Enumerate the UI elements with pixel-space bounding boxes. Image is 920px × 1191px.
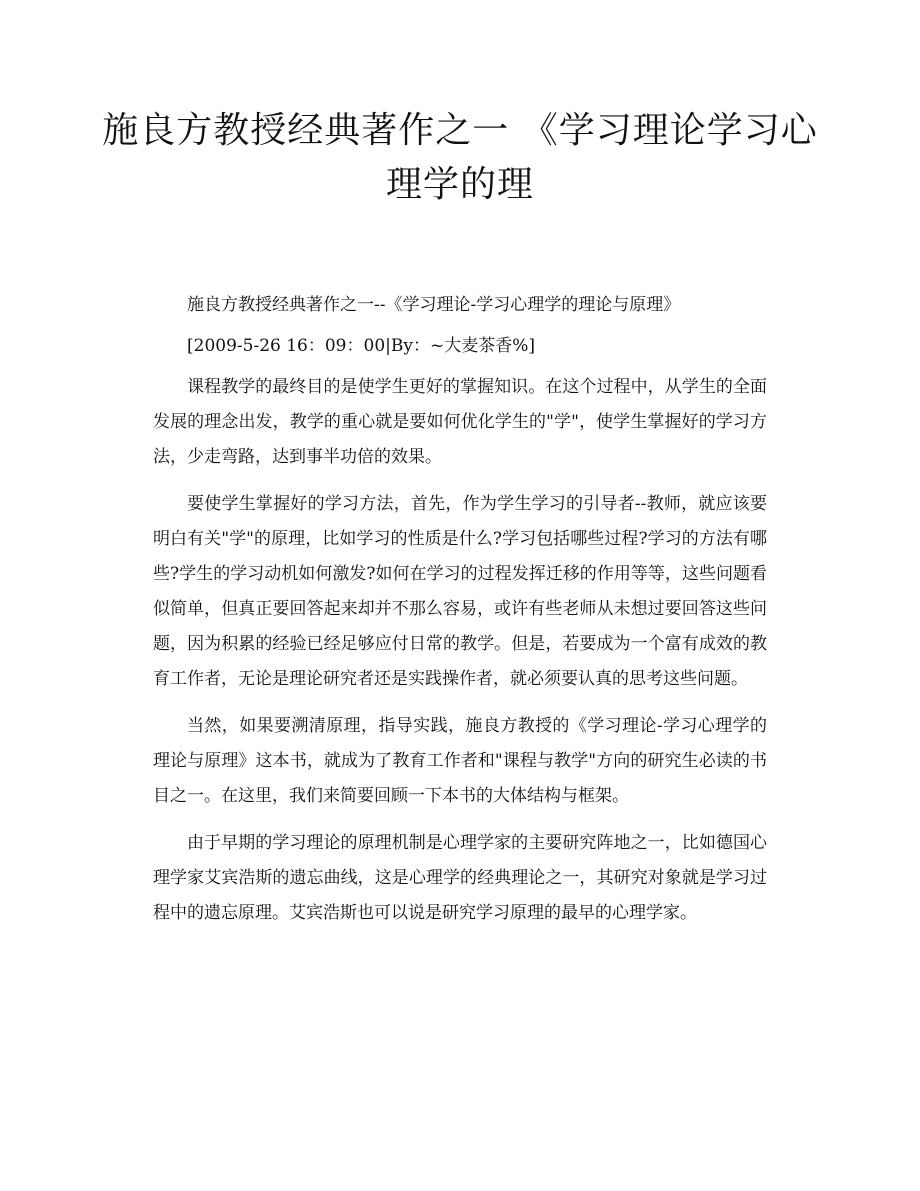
post-meta: [2009-5-26 16：09：00|By：~大麦茶香%]: [187, 336, 535, 356]
document-title: 施良方教授经典著作之一 《学习理论学习心理学的理: [102, 110, 818, 205]
document-subtitle: 施良方教授经典著作之一--《学习理论-学习心理学的理论与原理》: [187, 295, 681, 315]
paragraph: 由于早期的学习理论的原理机制是心理学家的主要研究阵地之一，比如德国心理学家艾宾浩斯的遗忘曲线，这是心理学的经典理论之一，其研究对象就是学习过程中的遗忘原理。艾宾浩斯也可以说是研究学习原理的最早的心理学家。: [153, 833, 767, 923]
document-body: [153, 288, 767, 943]
paragraph: 当然，如果要溯清原理，指导实践，施良方教授的《学习理论-学习心理学的理论与原理》这本书，就成为了教育工作者和"课程与教学"方向的研究生必读的书目之一。在这里，我们来简要回顾一下本书的大体结构与框架。: [153, 716, 767, 806]
paragraph: 要使学生掌握好的学习方法，首先，作为学生学习的引导者--教师，就应该要明白有关"学"的原理，比如学习的性质是什么?学习包括哪些过程?学习的方法有哪些?学生的学习动机如何激发?如何在学习的过程发挥迁移的作用等等，这些问题看似简单，但真正要回答起来却并不那么容易，或许有些老师从未想过要回答这些问题，因为积累的经验已经足够应付日常的教学。但是，若要成为一个富有成效的教育工作者，无论是理论研究者还是实践操作者，就必须要认真的思考这些问题。: [153, 494, 767, 689]
paragraph: 课程教学的最终目的是使学生更好的掌握知识。在这个过程中，从学生的全面发展的理念出发，教学的重心就是要如何优化学生的"学"，使学生掌握好的学习方法，少走弯路，达到事半功倍的效果。: [153, 377, 767, 467]
